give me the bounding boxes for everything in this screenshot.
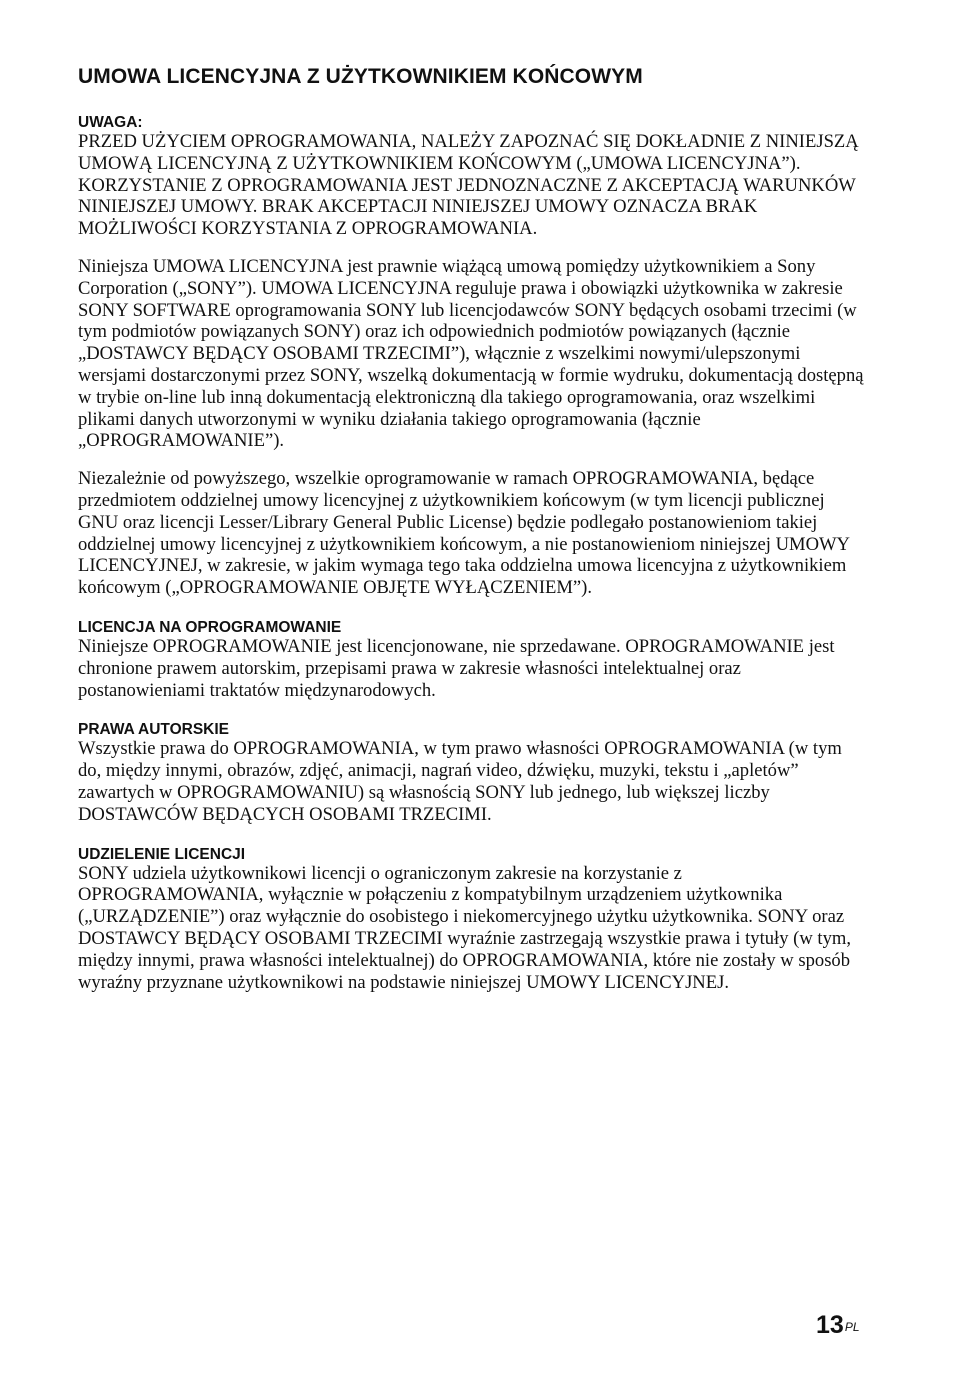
page-language-suffix: PL (844, 1320, 860, 1334)
section-prawa-autorskie (78, 721, 868, 825)
document-title: UMOWA LICENCYJNA Z UŻYTKOWNIKIEM KOŃCOWYM (78, 65, 643, 88)
section-heading-licencja: LICENCJA NA OPROGRAMOWANIE (78, 618, 342, 636)
paragraph-excluded-software: Niezależnie od powyższego, wszelkie oprogramowanie w ramach OPROGRAMOWANIA, będące przedmiotem oddzielnej umowy licencyjnej z użytkownikiem końcowym (w tym licencji publicznej GNU oraz licencji Lesser/Library General Public License) będzie podlegało postanowieniom takiej oddzielnej umowy licencyjnej z użytkownikiem końcowym, a nie postanowieniom niniejszej UMOWY LICENCYJNEJ, w zakresie, w jakim wymaga tego taka oddzielna umowa licencyjna z użytkownikiem końcowym („OPROGRAMOWANIE OBJĘTE WYŁĄCZENIEM”). (78, 468, 850, 599)
paragraph-licencja: Niniejsze OPROGRAMOWANIE jest licencjonowane, nie sprzedawane. OPROGRAMOWANIE jest chronione prawem autorskim, przepisami prawa w zakresie własności intelektualnej oraz postanowieniami traktatów międzynarodowych. (78, 635, 835, 701)
paragraph-udzielenie-licencji: SONY udziela użytkownikowi licencji o ograniczonym zakresie na korzystanie z OPROGRAMOWANIA, wyłącznie w połączeniu z kompatybilnym urządzeniem użytkownika („URZĄDZENIE”) oraz wyłącznie do osobistego i niekomercyjnego użytku użytkownika. SONY oraz DOSTAWCY BĘDĄCY OSOBAMI TRZECIMI wyraźnie zastrzegają wszystkie prawa i tytuły (w tym, między innymi, prawa własności intelektualnej) do OPROGRAMOWANIA, które nie zostały w sposób wyraźny przyznane użytkownikowi na podstawie niniejszej UMOWY LICENCYJNEJ. (78, 862, 852, 993)
document-page (78, 62, 868, 993)
section-heading-udzielenie-licencji: UDZIELENIE LICENCJI (78, 845, 246, 863)
page-number (816, 1310, 860, 1340)
page-number-value: 13 (816, 1311, 844, 1339)
section-heading-prawa-autorskie: PRAWA AUTORSKIE (78, 721, 229, 739)
section-heading-uwaga: UWAGA: (78, 114, 143, 131)
paragraph-prawa-autorskie: Wszystkie prawa do OPROGRAMOWANIA, w tym prawo własności OPROGRAMOWANIA (w tym do, między innymi, obrazów, zdjęć, animacji, nagrań video, dźwięku, muzyki, tekstu i „apletów” zawartych w OPROGRAMOWANIU) są własnością SONY lub jednego, lub większej liczby DOSTAWCÓW BĘDĄCYCH OSOBAMI TRZECIMI. (78, 738, 842, 825)
paragraph-notice: PRZED UŻYCIEM OPROGRAMOWANIA, NALEŻY ZAPOZNAĆ SIĘ DOKŁADNIE Z NINIEJSZĄ UMOWĄ LICENCYJNĄ Z UŻYTKOWNIKIEM KOŃCOWYM („UMOWA LICENCYJNA”). KORZYSTANIE Z OPROGRAMOWANIA JEST JEDNOZNACZNE Z AKCEPTACJĄ WARUNKÓW NINIEJSZEJ UMOWY. BRAK AKCEPTACJI NINIEJSZEJ UMOWY OZNACZA BRAK MOŻLIWOŚCI KORZYSTANIA Z OPROGRAMOWANIA. (78, 131, 859, 240)
section-licencja (78, 619, 868, 701)
section-udzielenie-licencji (78, 846, 868, 994)
paragraph-agreement-scope: Niniejsza UMOWA LICENCYJNA jest prawnie wiążącą umową pomiędzy użytkownikiem a Sony Corporation („SONY”). UMOWA LICENCYJNA reguluje prawa i obowiązki użytkownika w zakresie SONY SOFTWARE oprogramowania SONY lub licencjodawców SONY będących osobami trzecimi (w tym podmiotów powiązanych SONY) oraz ich odpowiednich podmiotów powiązanych (łącznie „DOSTAWCY BĘDĄCY OSOBAMI TRZECIMI”), włącznie z wszelkimi nowymi/ulepszonymi wersjami dostarczonymi przez SONY, wszelką dokumentacją w formie wydruku, dokumentacją dostępną w trybie on-line lub inną dokumentacją elektroniczną dla takiego oprogramowania, oraz wszelkimi plikami danych utworzonymi w wyniku działania takiego oprogramowania (łącznie „OPROGRAMOWANIE”). (78, 255, 864, 452)
section-uwaga (78, 114, 868, 599)
